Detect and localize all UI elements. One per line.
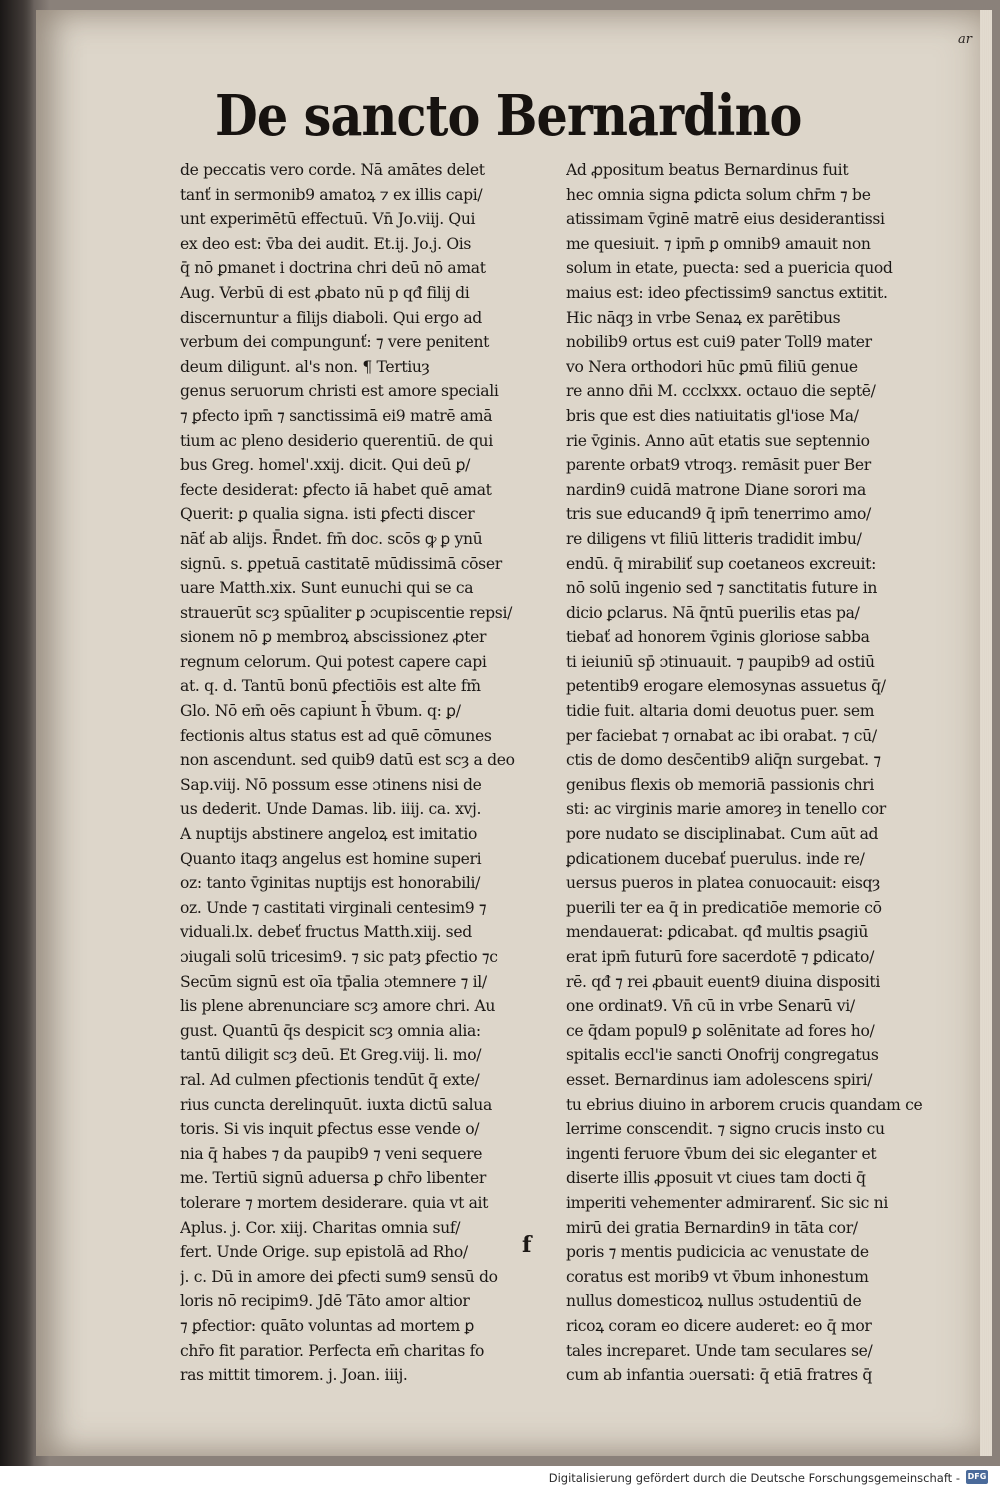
text-line: discernuntur a filijs diaboli. Qui ergo ad [180, 308, 482, 327]
text-line: ingenti feruore v̄bum dei sic eleganter et [566, 1144, 877, 1163]
text-line: ral. Ad culmen ꝑfectionis tendūt q̄ exte/ [180, 1070, 480, 1089]
text-line: ricoꝝ coram eo dicere auderet: eo q̄ mor [566, 1316, 872, 1335]
text-line: Hic nāqȝ in vrbe Senaꝝ ex parētibus [566, 308, 841, 327]
text-line: unt experimētū effectuū. Vn̄ Jo.viij. Qui [180, 210, 476, 229]
text-line: A nuptijs abstinere angeloꝝ est imitatio [180, 825, 478, 844]
text-line: petentib9 erogare elemosynas assuetus q̄/ [566, 677, 886, 696]
text-line: rē. qđ ⁊ rei ꝓbauit euent9 diuina dispositi [566, 972, 880, 991]
text-line: oz: tanto v̄ginitas nuptijs est honorabili/ [180, 874, 481, 893]
text-line: j. c. Dū in amore dei ꝑfecti sum9 sensū do [180, 1267, 498, 1286]
text-line: Secūm signū est oīa tp̄alia ɔtemnere ⁊ il/ [180, 972, 487, 991]
text-line: at. q. d. Tantū bonū ꝑfectiōis est alte fm̄ [180, 677, 481, 696]
text-line: uare Matth.xix. Sunt eunuchi qui se ca [180, 579, 474, 598]
text-line: tidie fuit. altaria domi deuotus puer. sem [566, 702, 875, 721]
text-line: q̄ nō ꝑmanet i doctrina chri deū nō amat [180, 259, 486, 278]
text-line: signū. s. ꝑpetuā castitatē mūdissimā cōser [180, 554, 502, 573]
text-line: gust. Quantū q̄s despicit scȝ omnia alia: [180, 1021, 481, 1040]
text-line: imperiti vehementer admirarenť. Sic sic ni [566, 1193, 888, 1212]
text-line: diserte illis ꝓposuit vt ciues tam docti q̄ [566, 1169, 866, 1188]
text-line: parente orbat9 vtroqȝ. remāsit puer Ber [566, 456, 871, 475]
text-line: viduali.lx. debeť fructus Matth.xiij. sed [180, 923, 472, 942]
text-line: nobilib9 ortus est cui9 pater Toll9 mater [566, 333, 872, 352]
text-line: ɔiugali solū tricesim9. ⁊ sic patȝ ꝑfectio ⁊c [180, 948, 498, 966]
text-line: Aplus. j. Cor. xiij. Charitas omnia suf/ [180, 1218, 461, 1237]
folio-number: ar [958, 32, 972, 47]
text-line: me. Tertiū signū aduersa ꝑ chr̄o libenter [180, 1169, 486, 1188]
dfg-logo-icon: DFG [966, 1470, 988, 1484]
text-line: nō solū ingenio sed ⁊ sanctitatis future in [566, 579, 878, 598]
text-line: Ad ꝓpositum beatus Bernardinus fuit [566, 161, 849, 179]
text-line: puerili ter ea q̄ in predicatiōe memorie cō [566, 898, 882, 917]
text-line: nāť ab alijs. R̄ndet. fm̄ doc. scōs ꝙ ꝑ ynū [180, 529, 483, 548]
text-line: strauerūt scȝ spūaliter ꝑ ɔcupiscentie repsi/ [180, 603, 512, 622]
text-line: dicio ꝑclarus. Nā q̄ntū puerilis etas pa/ [566, 603, 860, 622]
text-line: tium ac pleno desiderio querentiū. de qui [180, 431, 493, 450]
text-line: oz. Unde ⁊ castitati virginali centesim9 ⁊ [180, 898, 487, 917]
text-line: tu ebrius diuino in arborem crucis quandam ce [566, 1095, 923, 1114]
text-line: ⁊ ꝑfectior: quāto voluntas ad mortem ꝑ [180, 1316, 475, 1335]
text-line: mirū dei gratia Bernardin9 in tāta cor/ [566, 1218, 858, 1237]
text-line: genibus flexis ob memoriā passionis chri [566, 775, 875, 794]
text-line: chr̄o fit paratior. Perfecta em̄ charitas fo [180, 1341, 485, 1360]
text-line: hec omnia signa ꝑdicta solum chr̄m ⁊ be [566, 185, 871, 204]
text-line: pore nudato se disciplinabat. Cum aūt ad [566, 825, 879, 844]
text-line: re diligens vt filiū litteris tradidit imbu/ [566, 529, 862, 548]
text-line: coratus est morib9 vt v̄bum inhonestum [566, 1267, 869, 1286]
text-line: me quesiuit. ⁊ ipm̄ ꝑ omnib9 amauit non [566, 234, 871, 253]
text-line: verbum dei compungunť: ⁊ vere penitent [180, 333, 490, 352]
text-line: lis plene abrenunciare scȝ amore chri. Au [180, 997, 496, 1016]
signature-mark: f [522, 1232, 532, 1258]
text-line: non ascendunt. sed quib9 datū est scȝ a deo [180, 751, 515, 770]
text-line: re anno dn̄i M. ccclxxx. octauo die septē/ [566, 382, 876, 401]
text-line: nullus domesticoꝝ nullus ɔstudentiū de [566, 1292, 862, 1311]
text-line: Glo. Nō em̄ oēs capiunt h̄ v̄bum. q: ꝑ/ [180, 702, 461, 721]
text-line: fert. Unde Orige. sup epistolā ad Rho/ [180, 1243, 468, 1262]
text-line: Aug. Verbū di est ꝓbato nū p qđ filij di [180, 283, 470, 302]
text-line: spitalis eccl'ie sancti Onofrij congregatus [566, 1046, 879, 1065]
text-line: ꝑdicationem ducebať puerulus. inde re/ [566, 849, 865, 868]
text-line: ⁊ ꝑfecto ipm̄ ⁊ sanctissimā ei9 matrē amā [180, 406, 493, 425]
text-line: vo Nera orthodori hūc ꝑmū filiū genue [566, 357, 858, 376]
text-line: rius cuncta derelinquūt. iuxta dictū salua [180, 1095, 492, 1114]
text-line: loris nō recipim9. Jdē Tāto amor altior [180, 1292, 470, 1311]
text-line: tanť in sermonib9 amatoꝝ ⁊ ex illis capi/ [180, 185, 483, 204]
text-line: fectionis altus status est ad quē cōmunes [180, 726, 492, 745]
text-line: genus seruorum christi est amore speciali [180, 382, 499, 401]
text-line: Quanto itaqȝ angelus est homine superi [180, 849, 482, 868]
text-line: tris sue educand9 q̄ ipm̄ tenerrimo amo/ [566, 505, 871, 524]
text-line: bris que est dies natiuitatis gl'iose Ma/ [566, 406, 859, 425]
text-line: nia q̄ habes ⁊ da paupib9 ⁊ veni sequere [180, 1144, 483, 1163]
text-line: esset. Bernardinus iam adolescens spiri/ [566, 1070, 873, 1089]
text-line: deum diligunt. al's non. ¶ Tertiuȝ [180, 357, 430, 376]
text-line: tales increparet. Unde tam seculares se/ [566, 1341, 873, 1360]
book-binding [0, 0, 34, 1466]
text-line: per faciebat ⁊ ornabat ac ibi orabat. ⁊ cū/ [566, 726, 877, 745]
text-line: erat ipm̄ futurū fore sacerdotē ⁊ ꝑdicato/ [566, 948, 874, 966]
text-line: solum in etate, puecta: sed a puericia quod [566, 259, 893, 278]
text-line: tolerare ⁊ mortem desiderare. quia vt ait [180, 1193, 489, 1212]
text-line: Querit: ꝑ qualia signa. isti ꝑfecti discer [180, 505, 475, 524]
page-title: De sancto Bernardino [215, 83, 802, 149]
text-line: lerrime conscendit. ⁊ signo crucis insto cu [566, 1120, 885, 1139]
text-line: ex deo est: v̄ba dei audit. Et.ij. Jo.j. Ois [180, 234, 472, 253]
text-line: nardin9 cuidā matrone Diane sorori ma [566, 480, 866, 499]
text-line: uersus pueros in platea conuocauit: eisqȝ [566, 874, 880, 893]
text-line: bus Greg. homel'.xxij. dicit. Qui deū ꝑ/ [180, 456, 471, 475]
text-line: tiebať ad honorem v̄ginis gloriose sabba [566, 628, 870, 647]
text-line: maius est: ideo ꝑfectissim9 sanctus extitit. [566, 283, 888, 302]
text-line: sionem nō ꝑ membroꝝ abscissionez ꝓter [180, 628, 487, 647]
text-line: one ordinat9. Vn̄ cū in vrbe Senarū vi/ [566, 997, 855, 1016]
text-line: de peccatis vero corde. Nā amātes delet [180, 161, 485, 179]
text-line: ras mittit timorem. j. Joan. iiij. [180, 1366, 408, 1385]
text-line: endū. q̄ mirabiliť sup coetaneos excreuit: [566, 554, 876, 573]
text-line: mendauerat: ꝑdicabat. qđ multis ꝑsagiū [566, 923, 869, 942]
text-line: regnum celorum. Qui potest capere capi [180, 652, 487, 671]
text-line: atissimam v̄ginē matrē eius desiderantissi [566, 210, 885, 229]
text-column-right [566, 158, 941, 1388]
text-line: fecte desiderat: ꝑfecto iā habet quē amat [180, 480, 492, 499]
text-column-left [180, 158, 555, 1388]
text-line: us dederit. Unde Damas. lib. iiij. ca. xvj. [180, 800, 482, 819]
text-line: rie v̄ginis. Anno aūt etatis sue septennio [566, 431, 870, 450]
text-line: poris ⁊ mentis pudicicia ac venustate de [566, 1243, 869, 1262]
text-line: Sap.viij. Nō possum esse ɔtinens nisi de [180, 775, 482, 794]
text-line: tantū diligit scȝ deū. Et Greg.viij. li. mo/ [180, 1046, 482, 1065]
page-edges [980, 10, 992, 1456]
text-line: ce q̄dam popul9 ꝑ solēnitate ad fores ho/ [566, 1021, 875, 1040]
digitization-credit: Digitalisierung gefördert durch die Deutsche Forschungsgemeinschaft - [548, 1471, 960, 1485]
text-line: cum ab infantia ɔuersati: q̄ etiā fratres q̄ [566, 1366, 873, 1385]
text-line: ti ieiuniū sp̄ ɔtinuauit. ⁊ paupib9 ad ostiū [566, 652, 875, 671]
text-line: ctis de domo desc̄entib9 aliq̄n surgebat. ⁊ [566, 751, 881, 770]
text-line: sti: ac virginis marie amoreȝ in tenello cor [566, 800, 886, 819]
text-line: toris. Si vis inquit ꝑfectus esse vende o/ [180, 1120, 480, 1139]
